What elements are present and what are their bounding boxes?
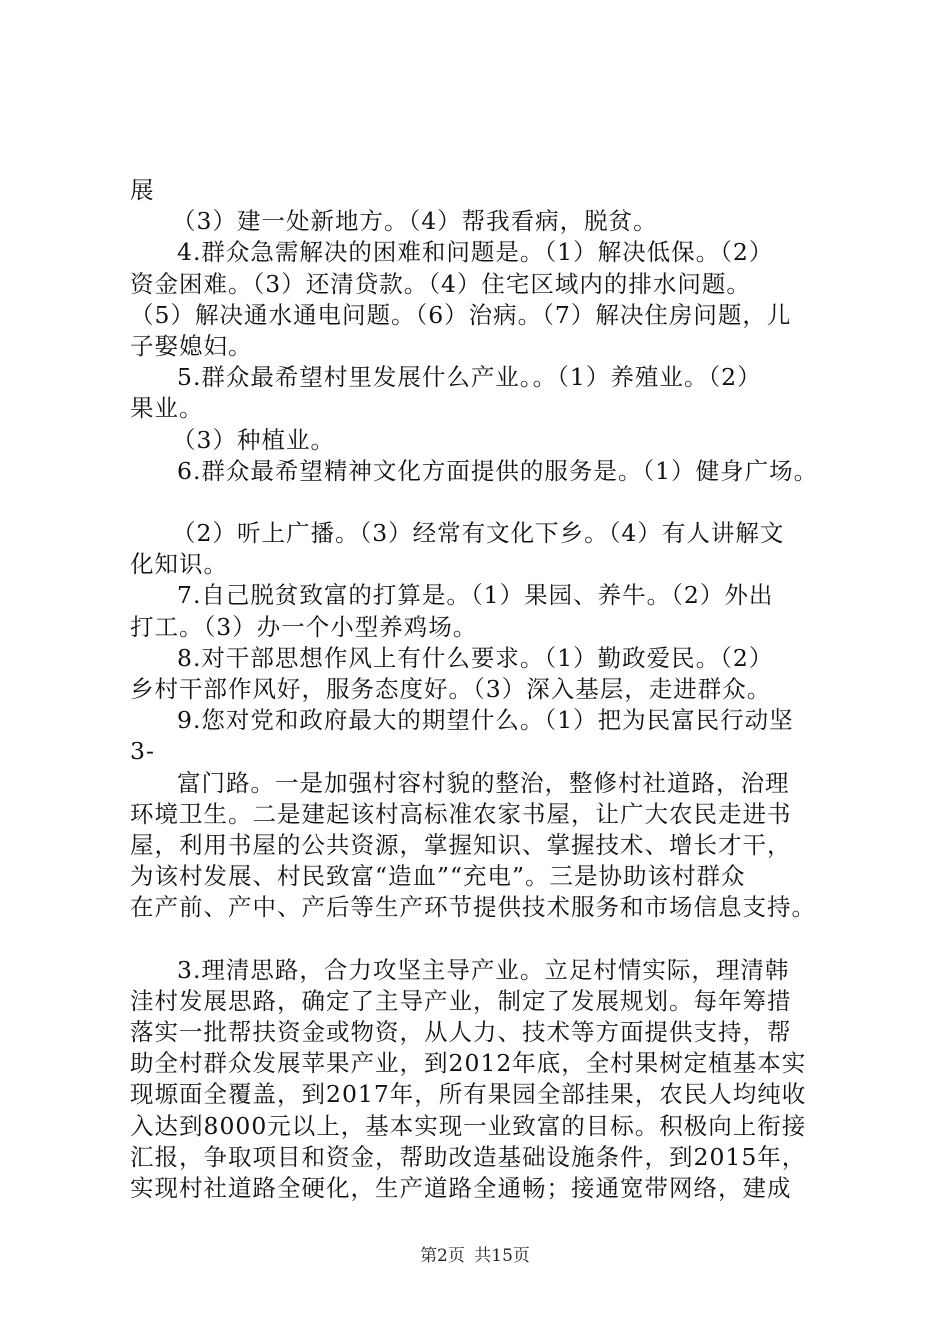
text-line: 6.群众最希望精神文化方面提供的服务是。（1）健身广场。 — [177, 456, 819, 485]
text-line: 现塬面全覆盖，到2017年，所有果园全部挂果，农民人均纯收 — [130, 1080, 807, 1109]
text-line: 助全村群众发展苹果产业，到2012年底，全村果树定植基本实 — [130, 1049, 807, 1078]
text-line: 果业。 — [130, 394, 204, 423]
paragraph-gap — [130, 924, 850, 955]
text-line: （5）解决通水通电问题。（6）治病。（7）解决住房问题，儿 — [130, 300, 792, 329]
text-line: 屋，利用书屋的公共资源，掌握知识、掌握技术、增长才干， — [130, 830, 792, 859]
text-line: 洼村发展思路，确定了主导产业，制定了发展规划。每年筹措 — [130, 986, 792, 1015]
text-line: 汇报，争取项目和资金，帮助改造基础设施条件，到2015年， — [130, 1142, 807, 1171]
text-line: 资金困难。（3）还清贷款。（4）住宅区域内的排水问题。 — [130, 269, 751, 298]
text-line: 在产前、产中、产后等生产环节提供技术服务和市场信息支持。 — [130, 893, 816, 922]
text-line: 为该村发展、村民致富“造血”“充电”。三是协助该村群众 — [130, 862, 746, 891]
text-line: （2）听上广播。（3）经常有文化下乡。（4）有人讲解文 — [172, 519, 785, 548]
text-line: 入达到8000元以上，基本实现一业致富的目标。积极向上衔接 — [130, 1111, 807, 1140]
text-line: 9.您对党和政府最大的期望什么。（1）把为民富民行动坚 — [177, 706, 794, 735]
text-line: 4.群众急需解决的困难和问题是。（1）解决低保。（2） — [177, 238, 774, 267]
page-footer — [0, 1241, 950, 1266]
text-line: 3.理清思路，合力攻坚主导产业。立足村情实际，理清韩 — [177, 955, 790, 984]
page-total: 共15页 — [474, 1246, 530, 1266]
text-line: 环境卫生。二是建起该村高标准农家书屋，让广大农民走进书 — [130, 799, 792, 828]
text-line: 7.自己脱贫致富的打算是。（1）果园、养牛。（2）外出 — [177, 581, 774, 610]
text-line: 展 — [130, 176, 155, 204]
text-line: 打工。（3）办一个小型养鸡场。 — [130, 612, 478, 641]
text-line: 落实一批帮扶资金或物资，从人力、技术等方面提供支持，帮 — [130, 1018, 792, 1047]
paragraph-gap — [130, 487, 850, 518]
text-line: 8.对干部思想作风上有什么要求。（1）勤政爱民。（2） — [177, 643, 774, 672]
text-line: 乡村干部作风好，服务态度好。（3）深入基层，走进群众。 — [130, 675, 772, 703]
document-body — [130, 175, 850, 1204]
text-line: （3）建一处新地方。（4）帮我看病，脱贫。 — [172, 207, 658, 236]
text-line: 3- — [130, 737, 155, 766]
text-line: 富门路。一是加强村容村貌的整治，整修村社道路，治理 — [177, 768, 790, 797]
text-line: 实现村社道路全硬化，生产道路全通畅；接通宽带网络，建成 — [130, 1174, 792, 1202]
page-number: 第2页 — [420, 1246, 465, 1266]
text-line: 化知识。 — [130, 550, 228, 579]
text-line: 5.群众最希望村里发展什么产业。。（1）养殖业。（2） — [177, 363, 762, 392]
text-line: （3）种植业。 — [172, 425, 335, 454]
text-line: 子娶媳妇。 — [130, 331, 253, 360]
